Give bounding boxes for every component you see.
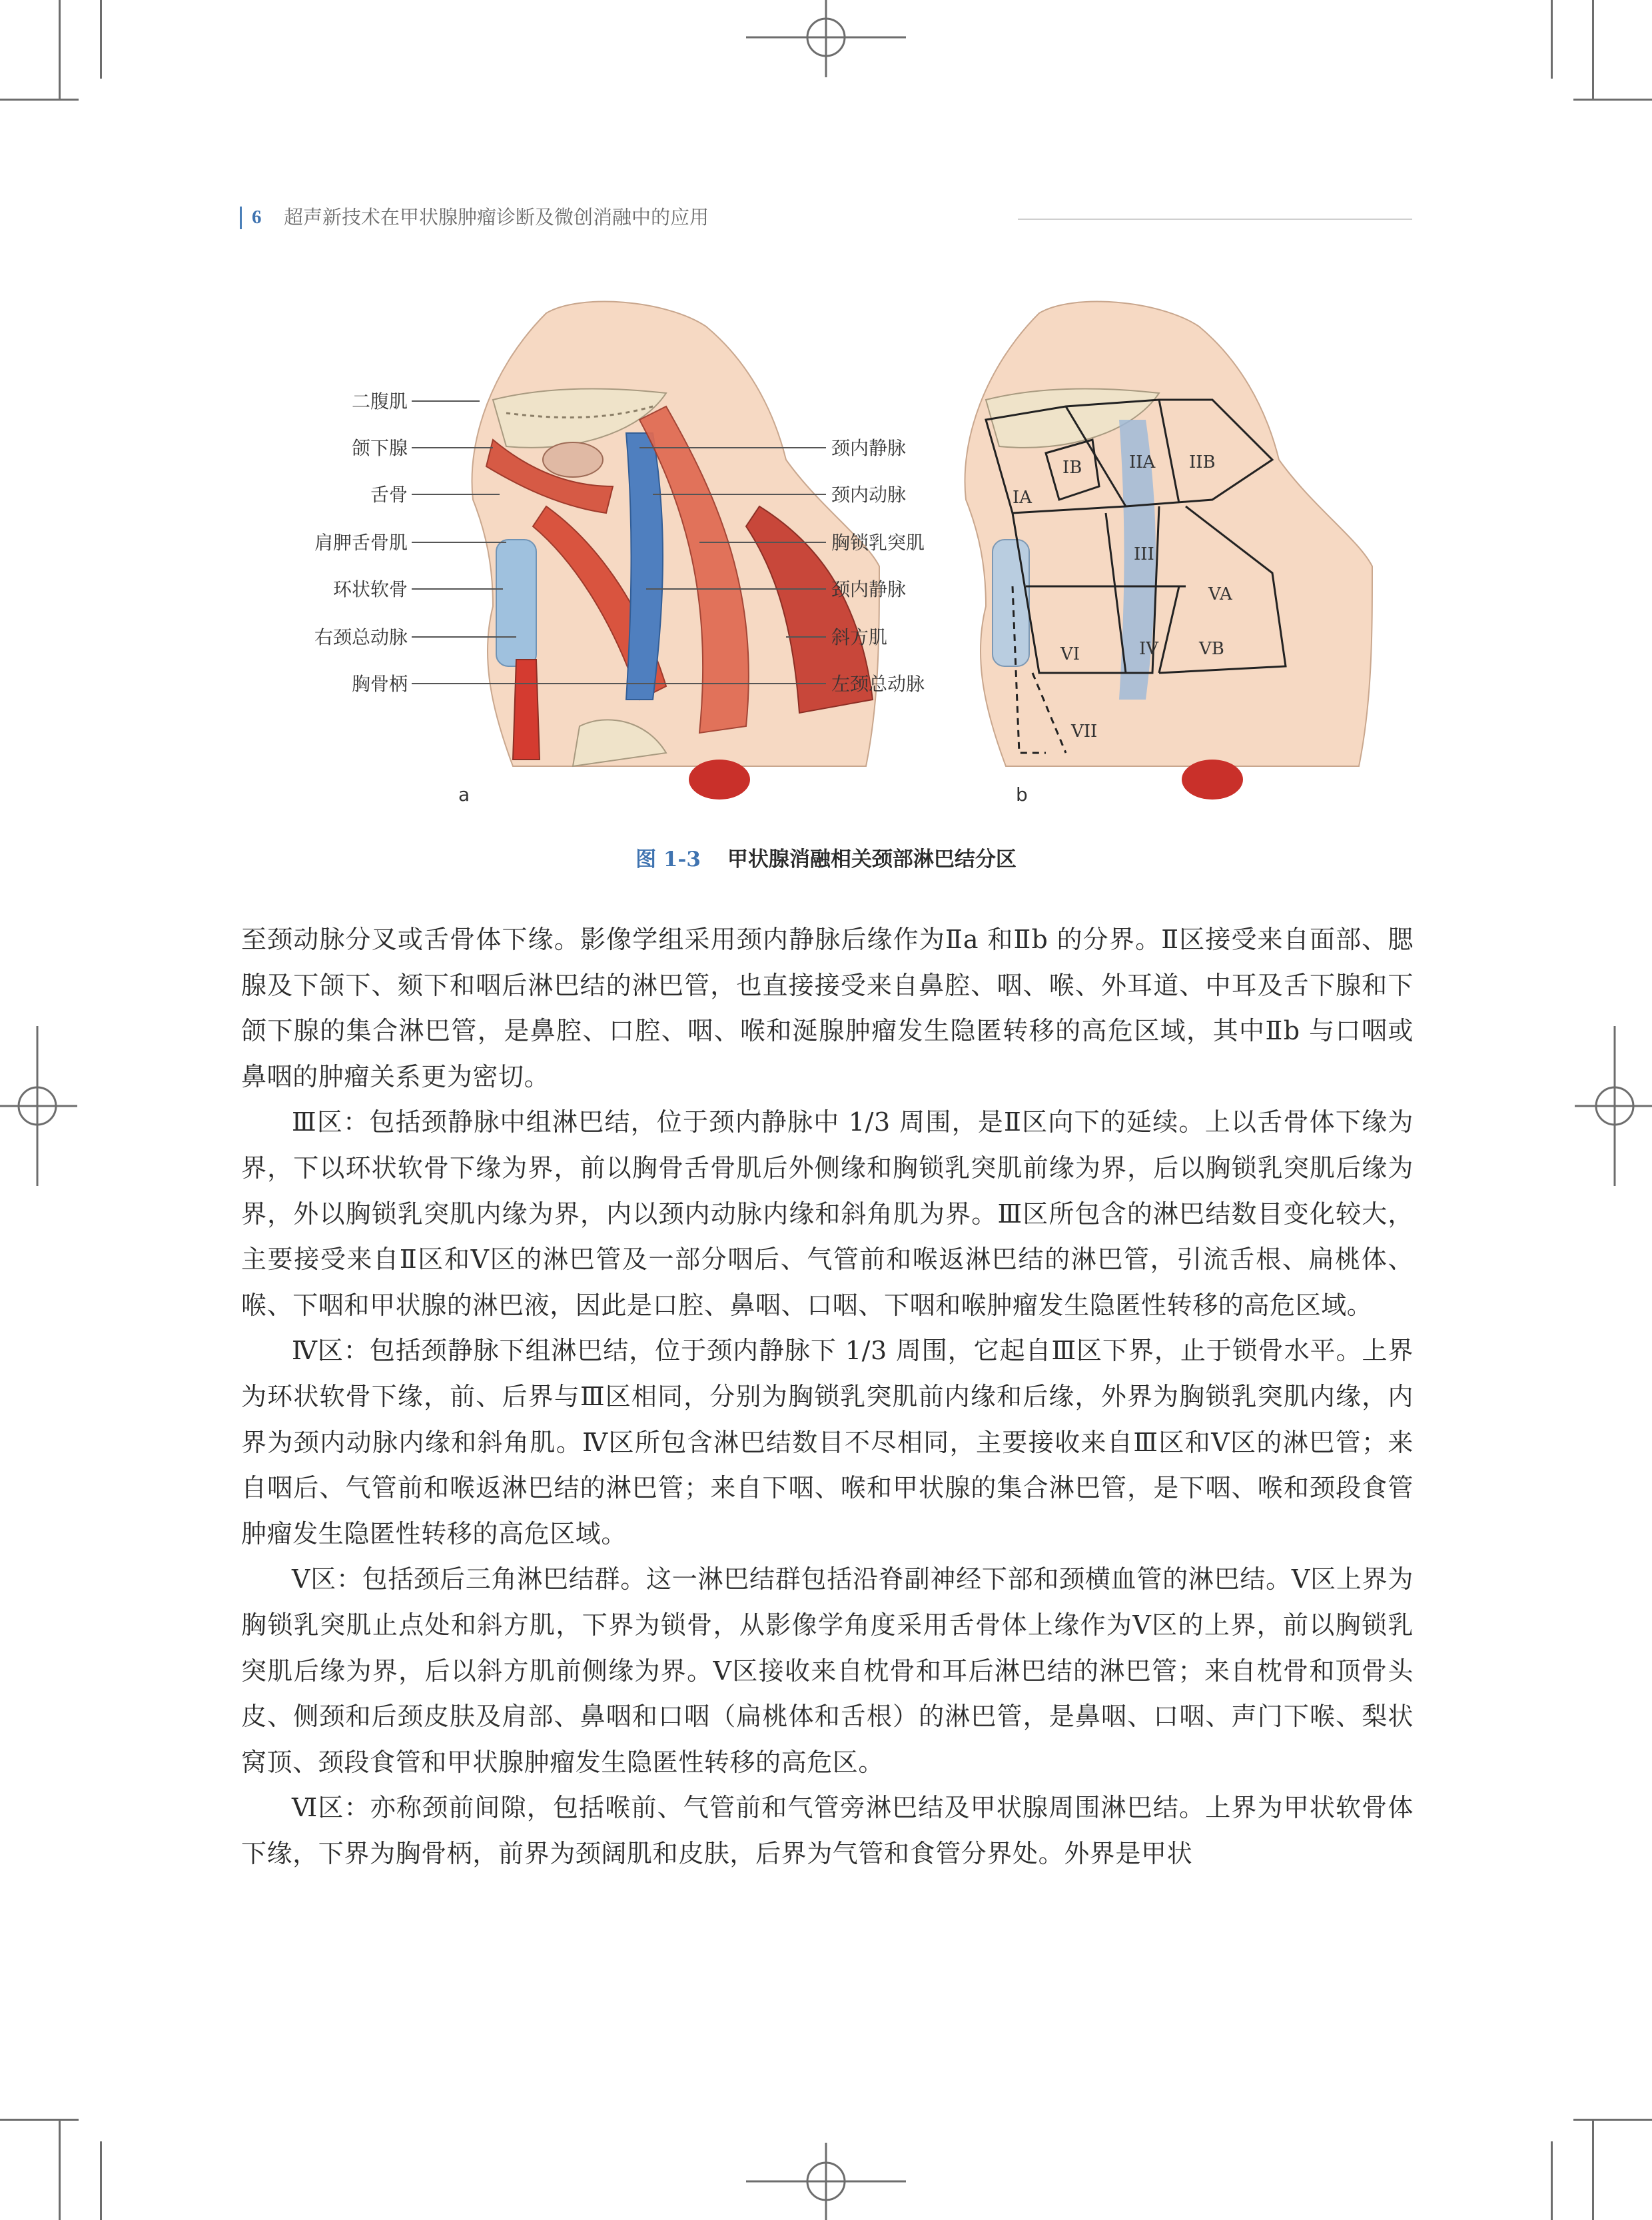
running-title: 超声新技术在甲状腺肿瘤诊断及微创消融中的应用	[284, 206, 709, 229]
larynx-b	[993, 540, 1029, 666]
zone-VI: VI	[1060, 644, 1080, 664]
zone-VII: VII	[1071, 722, 1098, 742]
zone-IA: IA	[1013, 488, 1032, 508]
label-submandibular-gland: 颌下腺	[351, 437, 408, 459]
label-cricoid: 环状软骨	[332, 578, 408, 600]
panel-b-illustration	[965, 302, 1372, 800]
figure-1-3	[293, 286, 1386, 820]
label-right-carotid: 右颈总动脉	[314, 626, 408, 648]
crop-mark-tl-h	[0, 99, 79, 101]
neck-skin-b	[965, 302, 1372, 766]
zone-IV: IV	[1139, 639, 1159, 659]
label-sternocleidomastoid: 胸锁乳突肌	[831, 532, 925, 554]
zone-VB: VB	[1199, 639, 1224, 659]
label-internal-jugular-1: 颈内静脉	[831, 437, 907, 459]
paragraph-2: Ⅲ区：包括颈静脉中组淋巴结，位于颈内静脉中 1/3 周围，是Ⅱ区向下的延续。上以舌骨体下缘为界，下以环状软骨下缘为界，前以胸骨舌骨肌后外侧缘和胸锁乳突肌前缘为界，后以胸锁乳突肌后缘为界，外以胸锁乳突肌内缘为界，内以颈内动脉内缘和斜角肌为界。Ⅲ区所包含的淋巴结数目变化较大，主要接受来自Ⅱ区和Ⅴ区的淋巴管及一部分咽后、气管前和喉返淋巴结的淋巴管，引流舌根、扁桃体、喉、下咽和甲状腺的淋巴液，因此是口腔、鼻咽、口咽、下咽和喉肿瘤发生隐匿性转移的高危区域。	[241, 1107, 1414, 1320]
label-internal-carotid: 颈内动脉	[831, 484, 907, 506]
header-accent-bar	[240, 207, 242, 229]
label-internal-jugular-2: 颈内静脉	[831, 578, 907, 600]
label-digastric: 二腹肌	[351, 390, 408, 412]
crop-mark-bl-v2	[59, 2119, 61, 2220]
label-omohyoid: 肩胛舌骨肌	[314, 532, 408, 554]
zone-VA: VA	[1208, 584, 1232, 604]
crop-mark-tr-h	[1573, 99, 1652, 101]
registration-mark-left	[0, 1026, 80, 1186]
registration-mark-top	[746, 0, 906, 80]
crop-mark-br-v	[1551, 2141, 1553, 2220]
page-number: 6	[252, 207, 262, 228]
paragraph-4: Ⅴ区：包括颈后三角淋巴结群。这一淋巴结群包括沿脊副神经下部和颈横血管的淋巴结。Ⅴ区上界为胸锁乳突肌止点处和斜方肌，下界为锁骨，从影像学角度采用舌骨体上缘作为Ⅴ区的上界，前以胸锁乳突肌后缘为界，后以斜方肌前侧缘为界。Ⅴ区接收来自枕骨和耳后淋巴结的淋巴管；来自枕骨和顶骨头皮、侧颈和后颈皮肤及肩部、鼻咽和口咽（扁桃体和舌根）的淋巴管，是鼻咽、口咽、声门下喉、梨状窝顶、颈段食管和甲状腺肿瘤发生隐匿性转移的高危区。	[241, 1564, 1414, 1777]
registration-mark-bottom	[746, 2140, 906, 2220]
zone-III: III	[1134, 544, 1154, 564]
crop-mark-bl-v	[100, 2141, 102, 2220]
running-header	[240, 204, 1412, 231]
paragraph-1: 至颈动脉分叉或舌骨体下缘。影像学组采用颈内静脉后缘作为Ⅱa 和Ⅱb 的分界。Ⅱ区接受来自面部、腮腺及下颌下、颏下和咽后淋巴结的淋巴管，也直接接受来自鼻腔、咽、喉、外耳道、中耳及舌下腺和下颌下腺的集合淋巴管，是鼻腔、口腔、咽、喉和涎腺肿瘤发生隐匿转移的高危区域，其中Ⅱb 与口咽或鼻咽的肿瘤关系更为密切。	[241, 925, 1414, 1091]
registration-mark-right	[1572, 1026, 1652, 1186]
figure-title: 甲状腺消融相关颈部淋巴结分区	[727, 847, 1017, 871]
figure-label: 图 1-3	[635, 847, 701, 871]
panel-a-sublabel: a	[458, 784, 470, 806]
aortic-arch-a	[689, 760, 750, 800]
label-hyoid: 舌骨	[370, 484, 408, 506]
aortic-arch-b	[1182, 760, 1243, 800]
crop-mark-tr-v	[1551, 0, 1553, 79]
crop-mark-bl-h	[0, 2119, 79, 2121]
header-rule	[1018, 219, 1412, 220]
submandibular-gland-a	[543, 442, 603, 477]
label-manubrium: 胸骨柄	[351, 673, 408, 695]
zone-IB: IB	[1062, 458, 1082, 478]
zone-IIA: IIA	[1129, 452, 1156, 472]
panel-a-illustration	[472, 302, 879, 800]
crop-mark-br-v2	[1592, 2119, 1594, 2220]
crop-mark-tl-v	[100, 0, 102, 79]
zone-IIB: IIB	[1189, 452, 1216, 472]
internal-jugular-a	[626, 433, 663, 700]
panel-b-sublabel: b	[1016, 784, 1028, 806]
label-trapezius: 斜方肌	[831, 626, 888, 648]
figure-caption	[0, 841, 1652, 878]
crop-mark-br-h	[1573, 2119, 1652, 2121]
crop-mark-tr-v2	[1592, 0, 1594, 100]
right-carotid-a	[513, 660, 540, 760]
body-text	[241, 917, 1414, 1876]
paragraph-5: Ⅵ区：亦称颈前间隙，包括喉前、气管前和气管旁淋巴结及甲状腺周围淋巴结。上界为甲状软骨体下缘，下界为胸骨柄，前界为颈阔肌和皮肤，后界为气管和食管分界处。外界是甲状	[241, 1793, 1414, 1868]
larynx-a	[496, 540, 536, 666]
crop-mark-tl-v2	[59, 0, 61, 100]
paragraph-3: Ⅳ区：包括颈静脉下组淋巴结，位于颈内静脉下 1/3 周围，它起自Ⅲ区下界，止于锁骨水平。上界为环状软骨下缘，前、后界与Ⅲ区相同，分别为胸锁乳突肌前内缘和后缘，外界为胸锁乳突肌内缘，内界为颈内动脉内缘和斜角肌。Ⅳ区所包含淋巴结数目不尽相同，主要接收来自Ⅲ区和Ⅴ区的淋巴管；来自咽后、气管前和喉返淋巴结的淋巴管；来自下咽、喉和甲状腺的集合淋巴管，是下咽、喉和颈段食管肿瘤发生隐匿性转移的高危区域。	[241, 1336, 1414, 1548]
label-left-carotid: 左颈总动脉	[831, 673, 925, 695]
